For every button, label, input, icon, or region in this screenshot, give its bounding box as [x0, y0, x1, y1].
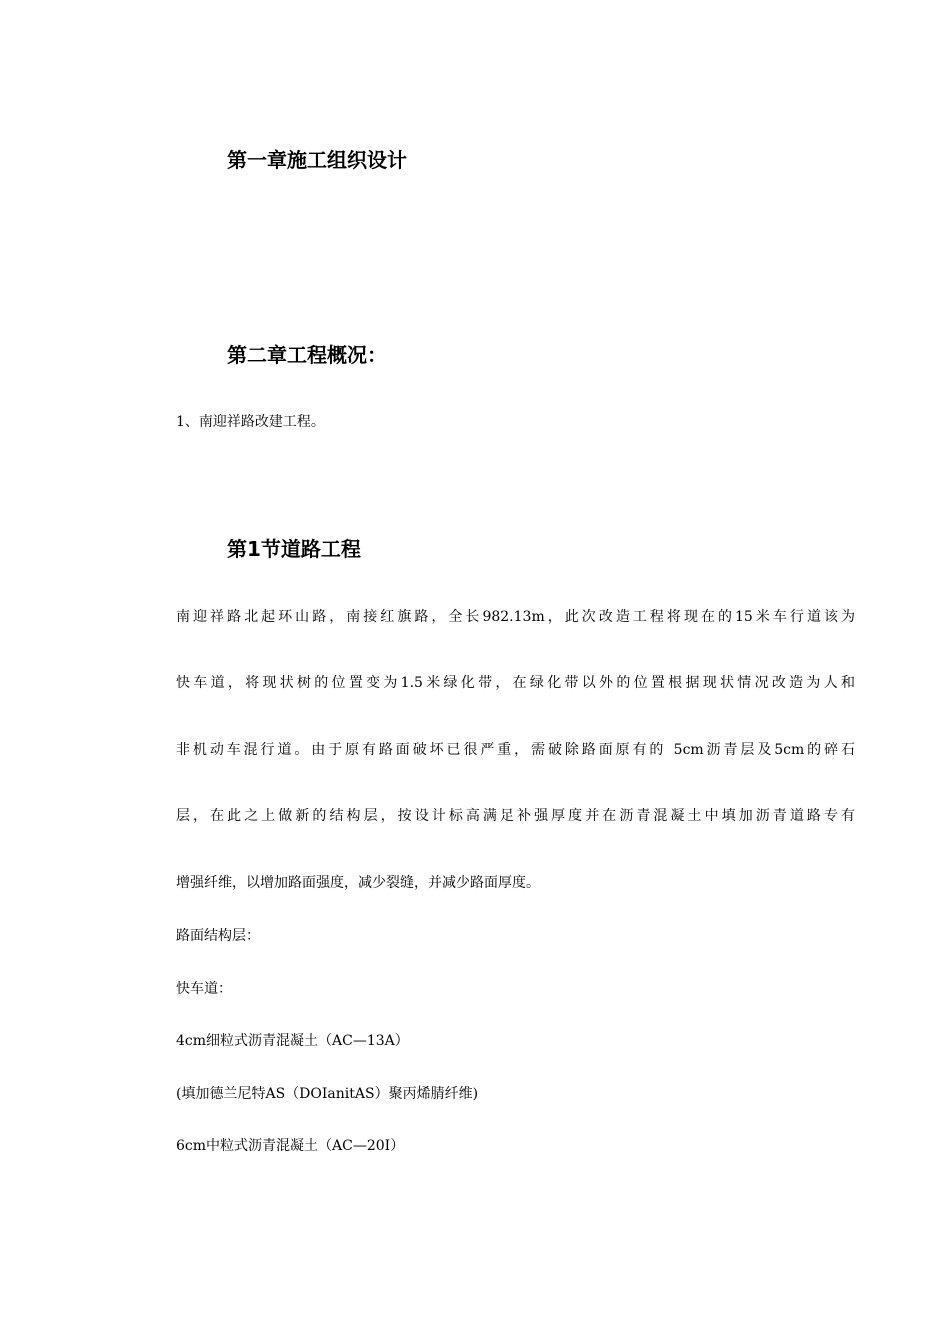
structure-label: 路面结构层：	[176, 928, 260, 944]
paragraph-line: 增强纤维，以增加路面强度，减少裂缝，并减少路面厚度。	[176, 875, 540, 891]
project-item-1: 1、南迎祥路改建工程。	[176, 414, 325, 430]
layer-item: 6cm中粒式沥青混凝土（AC—20I）	[176, 1138, 405, 1154]
chapter-1-title: 第一章施工组织设计	[227, 148, 407, 172]
section-1-title: 第1节道路工程	[227, 537, 361, 561]
chapter-2-title: 第二章工程概况：	[227, 343, 387, 367]
paragraph-line: 层，在此之上做新的结构层，按设计标高满足补强厚度并在沥青混凝土中填加沥青道路专有	[176, 808, 855, 824]
paragraph-line: 南迎祥路北起环山路，南接红旗路，全长982.13m，此次改造工程将现在的15米车行道该为	[176, 609, 855, 625]
layer-item: (填加德兰尼特AS（DOIanitAS）聚丙烯腈纤维)	[176, 1086, 479, 1102]
paragraph-line: 非机动车混行道。由于原有路面破坏已很严重，需破除路面原有的 5cm沥青层及5cm的碎石	[176, 742, 855, 758]
layer-item: 4cm细粒式沥青混凝土（AC—13A）	[176, 1033, 409, 1049]
paragraph-line: 快车道，将现状树的位置变为1.5米绿化带，在绿化带以外的位置根据现状情况改造为人和	[176, 675, 855, 691]
fast-lane-label: 快车道：	[176, 981, 232, 997]
